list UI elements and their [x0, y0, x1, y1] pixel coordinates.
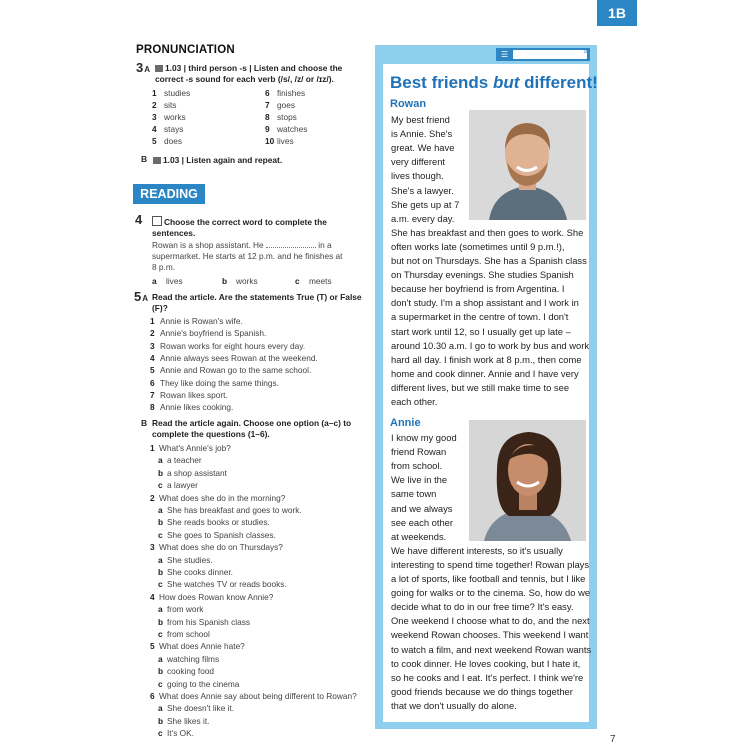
statement-item: 8 Annie likes cooking. [150, 402, 234, 413]
pronunciation-word: 5 does [152, 136, 182, 146]
pronunciation-word: 4 stays [152, 124, 184, 134]
article-line: and we always [391, 502, 453, 514]
search-icon: ⌕ [583, 47, 588, 56]
question-3b-instruction: 1.03 | Listen again and repeat. [153, 155, 282, 166]
answer-blank[interactable] [266, 247, 316, 248]
question-item: 6 What does Annie say about being different to Rowan? [150, 691, 357, 701]
article-line: a lot of sports, like football and tennis, but I like [391, 573, 586, 584]
option-c[interactable]: c a lawyer [158, 480, 198, 491]
option-a[interactable]: a from work [158, 604, 204, 615]
question-5a-instruction: Read the article. Are the statements True (T) or False (F)? [152, 292, 362, 313]
question-4-instruction: Choose the correct word to complete the sentences. [152, 217, 327, 238]
statement-item: 2 Annie's boyfriend is Spanish. [150, 328, 267, 339]
article-line: very different [391, 156, 446, 168]
option-c[interactable]: c meets [295, 276, 332, 286]
article-line: going for walks or to the cinema. So, how do we [391, 587, 591, 599]
article-line: different lives, but we still make time to see [391, 381, 570, 393]
article-line: each other. [391, 396, 438, 407]
pronunciation-word: 3 works [152, 112, 186, 122]
statement-item: 3 Rowan works for eight hours every day. [150, 340, 306, 351]
annie-photo [469, 420, 586, 541]
article-line: is Annie. She's [391, 128, 453, 140]
option-b[interactable]: b from his Spanish class [158, 616, 251, 627]
rowan-photo [469, 110, 586, 220]
pronunciation-word: 10 lives [265, 136, 294, 146]
article-line: because her boyfriend is from Argentina. I [391, 283, 565, 295]
article-line: My best friend [391, 114, 450, 125]
article-line: I know my good [391, 432, 457, 443]
article-line: on Thursday evenings. She studies Spanish [391, 269, 574, 281]
article-line: at weekends. [391, 530, 447, 542]
option-b[interactable]: b She cooks dinner. [158, 567, 233, 577]
pronunciation-word: 2 sits [152, 100, 177, 110]
option-a[interactable]: a lives [152, 276, 183, 286]
article-line: around 10.30 a.m. I go to work by bus and work [391, 339, 590, 351]
question-item: 3 What does she do on Thursdays? [150, 542, 283, 553]
reading-banner: READING [133, 184, 205, 204]
pronunciation-word: 1 studies [152, 88, 191, 98]
pronunciation-word: 9 watches [265, 124, 308, 134]
question-3a-instruction: 1.03 | third person -s | Listen and choose the correct -s sound for each verb (/s/, /z/ or /ɪz/). [155, 63, 343, 84]
pronunciation-heading: PRONUNCIATION [136, 44, 235, 56]
article-line: a supermarket in the centre of town. I don't [391, 311, 569, 323]
option-c[interactable]: c It's OK. [158, 728, 194, 739]
question-4-number: 4 [135, 212, 143, 227]
article-line: often works late (sometimes until 9 p.m.!), [391, 240, 565, 252]
question-3b-part: B [141, 154, 148, 164]
option-a[interactable]: a watching films [158, 653, 220, 664]
article-line: weekend Rowan chooses. This weekend I want [391, 629, 589, 641]
option-a[interactable]: a She doesn't like it. [158, 703, 235, 714]
article-line: friend Rowan [391, 446, 447, 458]
statement-item: 4 Annie always sees Rowan at the weekend. [150, 352, 318, 363]
option-b[interactable]: b She reads books or studies. [158, 517, 270, 528]
article-line: She gets up at 7 [391, 198, 460, 210]
article-line: same town [391, 488, 437, 500]
option-b[interactable]: b a shop assistant [158, 467, 227, 478]
statement-item: 6 They like doing the same things. [150, 377, 279, 388]
statement-item: 5 Annie and Rowan go to the same school. [150, 365, 312, 376]
search-input [513, 50, 587, 59]
question-item: 2 What does she do in the morning? [150, 492, 286, 503]
article-line: hard all day. I finish work at 8 p.m., then come [391, 353, 582, 365]
article-line: One weekend I choose what to do, and the next [391, 615, 590, 627]
article-line: a.m. every day. [391, 212, 455, 224]
statement-item: 1 Annie is Rowan's wife. [150, 316, 243, 326]
article-line: good friends because we do things together [391, 685, 573, 697]
pronunciation-word: 6 finishes [265, 88, 306, 98]
question-5b-part: B [141, 418, 148, 428]
menu-icon: ☰ [501, 50, 509, 59]
audio-icon[interactable] [153, 157, 161, 164]
article-line: to cook dinner. He loves cooking, but I hate it, [391, 657, 581, 669]
option-c[interactable]: c She goes to Spanish classes. [158, 529, 276, 540]
statement-item: 7 Rowan likes sport. [150, 389, 228, 400]
article-line: don't study. I'm a shop assistant and I work in [391, 297, 579, 309]
option-c[interactable]: c She watches TV or reads books. [158, 579, 287, 590]
question-3-number: 3A [136, 60, 151, 75]
article-line: to watch a film, and next weekend Rowan wants [391, 643, 592, 655]
option-c[interactable]: c from school [158, 629, 210, 639]
option-b[interactable]: b She likes it. [158, 715, 210, 726]
article-line: lives though. [391, 170, 444, 182]
article-title: Best friends but different! [390, 73, 598, 92]
unit-tab-label: 1B [608, 5, 626, 21]
article-line: start work until 12, so I usually get up late – [391, 325, 571, 337]
question-item: 1 What's Annie's job? [150, 443, 231, 453]
pronunciation-word: 8 stops [265, 112, 297, 122]
article-line: She has breakfast and then goes to work. She [391, 226, 584, 238]
question-4-sentence: Rowan is a shop assistant. He in a supermarket. He starts at 12 p.m. and he finishes at 8 p.m. [152, 240, 343, 272]
article-line: from school. [391, 460, 443, 472]
option-c[interactable]: c going to the cinema [158, 678, 240, 689]
article-line: We live in the [391, 474, 448, 486]
article-line: home and cook dinner. Annie and I have very [391, 367, 579, 379]
article-line: so he cooks and I eat. It's perfect. I think we're [391, 671, 584, 683]
audio-icon[interactable] [155, 65, 163, 72]
pronunciation-word: 7 goes [265, 100, 295, 110]
option-a[interactable]: a She has breakfast and goes to work. [158, 505, 302, 515]
option-a[interactable]: a a teacher [158, 455, 202, 466]
article-line: interesting to spend time together! Rowan plays [391, 558, 590, 570]
option-a[interactable]: a She studies. [158, 554, 213, 565]
question-item: 4 How does Rowan know Annie? [150, 591, 274, 602]
question-item: 5 What does Annie hate? [150, 641, 245, 652]
question-5b-instruction: Read the article again. Choose one option (a–c) to complete the questions (1–6). [152, 418, 352, 439]
annie-heading: Annie [390, 417, 421, 429]
article-line: that we don't usually do alone. [391, 699, 517, 711]
rowan-heading: Rowan [390, 98, 427, 110]
page-number: 7 [610, 734, 616, 745]
article-line: We have different interests, so it's usually [391, 544, 563, 556]
option-b[interactable]: b works [222, 276, 258, 286]
browser-search-bar [496, 48, 590, 61]
unit-tab [597, 0, 637, 26]
book-icon [152, 216, 162, 226]
article-line: but not on Thursdays. She has a Spanish class [391, 255, 587, 266]
article-line: see each other [391, 516, 454, 528]
article-line: decide what to do in our free time? It's easy. [391, 601, 574, 613]
option-b[interactable]: b cooking food [158, 666, 215, 677]
article-line: She's a lawyer. [391, 184, 454, 196]
question-5-number: 5A [134, 289, 149, 304]
article-line: great. We have [391, 142, 455, 154]
